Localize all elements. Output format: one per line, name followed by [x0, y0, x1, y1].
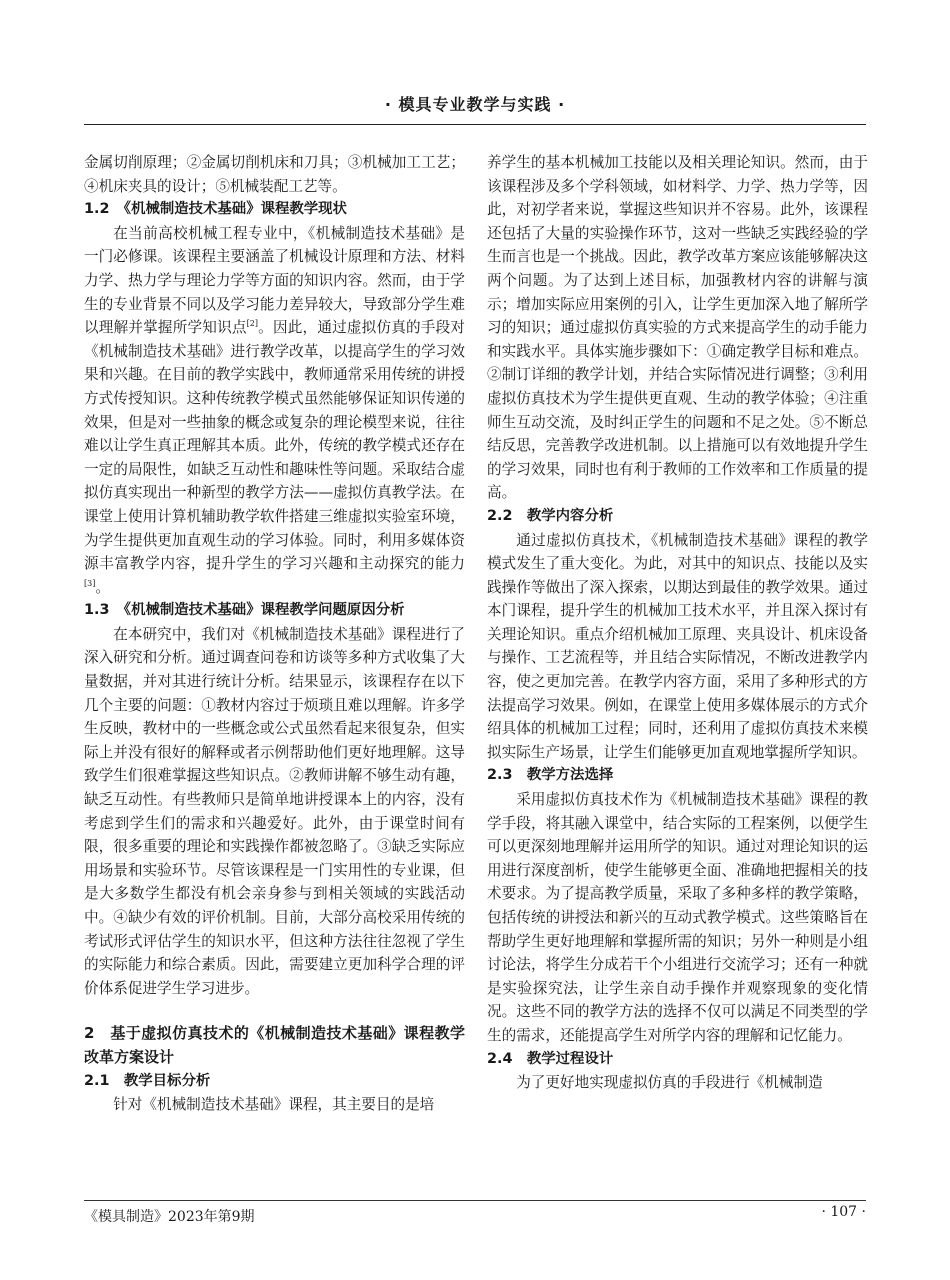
section-heading-2-4: 2.4 教学过程设计 [487, 1050, 614, 1067]
header-rule [84, 124, 866, 125]
paragraph: 采用虚拟仿真技术作为《机械制造技术基础》课程的教学手段，将其融入课堂中，结合实际的工程案例，以便学生可以更深刻地理解并运用所学的知识。通过对理论知识的运用进行深度剖析，使学生能够更全面、准确地把握相关的技术要求。为了提高教学质量，采取了多种多样的教学策略，包括传统的讲授法和新兴的互动式教学模式。这些策略旨在帮助学生更好地理解和掌握所需的知识；另外一种则是小组讨论法，将学生分成若干个小组进行交流学习；还有一种就是实验探究法，让学生亲自动手操作并观察现象的变化情况。这些不同的教学方法的选择不仅可以满足不同类型的学生的需求，还能提高学生对所学内容的理解和记忆能力。 [487, 791, 868, 1044]
paragraph: 通过虚拟仿真技术，《机械制造技术基础》课程的教学模式发生了重大变化。为此，对其中的知识点、技能以及实践操作等做出了深入探索，以期达到最佳的教学效果。通过本门课程，提升学生的机械加工技术水平，并且深入探讨有关理论知识。重点介绍机械加工原理、夹具设计、机床设备与操作、工艺流程等，并且结合实际情况，不断改进教学内容，使之更加完善。在教学内容方面，采用了多种形式的方法提高学习效果。例如，在课堂上使用多媒体展示的方式介绍具体的机械加工过程；同时，还利用了虚拟仿真技术来模拟实际生产场景，让学生们能够更加直观地掌握所学知识。 [487, 531, 868, 761]
running-header: · 模具专业教学与实践 · [384, 95, 566, 114]
footer-journal: 《模具制造》2023年第9期 [84, 1209, 255, 1225]
section-heading-2-2: 2.2 教学内容分析 [487, 507, 614, 524]
section-heading-2-1: 2.1 教学目标分析 [84, 1072, 211, 1089]
paragraph: 养学生的基本机械加工技能以及相关理论知识。然而，由于该课程涉及多个学科领域，如材料学、力学、热力学等，因此，对初学者来说，掌握这些知识并不容易。此外，该课程还包括了大量的实验操作环节，这对一些缺乏实践经验的学生而言也是一个挑战。因此，教学改革方案应该能够解决这两个问题。为了达到上述目标，加强教材内容的讲解与演示；增加实际应用案例的引入，让学生更加深入地了解所学习的知识；通过虚拟仿真实验的方式来提高学生的动手能力和实践水平。具体实施步骤如下：①确定教学目标和难点。②制订详细的教学计划，并结合实际情况进行调整；③利用虚拟仿真技术为学生提供更直观、生动的教学体验；④注重师生互动交流，及时纠正学生的问题和不足之处。⑤不断总结反思，完善教学改进机制。以上措施可以有效地提升学生的学习效果，同时也有利于教师的工作效率和工作质量的提高。 [487, 154, 868, 502]
paragraph: 金属切削原理；②金属切削机床和刀具；③机械加工工艺；④机床夹具的设计；⑤机械装配工艺等。 [84, 154, 465, 195]
paragraph [84, 222, 465, 600]
section-heading-1-3: 1.3 《机械制造技术基础》课程教学问题原因分析 [84, 602, 405, 619]
section-heading-1-2: 1.2 《机械制造技术基础》课程教学现状 [84, 201, 347, 218]
footer-rule [84, 1200, 866, 1201]
paragraph-text: 在当前高校机械工程专业中，《机械制造技术基础》是一门必修课。该课程主要涵盖了机械设计原理和方法、材料力学、热力学与理论力学等方面的知识内容。然而，由于学生的专业背景不同以及学习能力差异较大，导致部分学生难以理解并掌握所学知识点 [84, 224, 465, 337]
paragraph-text: 。 [95, 578, 110, 596]
section-heading-2: 2 基于虚拟仿真技术的《机械制造技术基础》课程教学改革方案设计 [84, 1024, 465, 1066]
section-heading-2-3: 2.3 教学方法选择 [487, 767, 614, 784]
paragraph: 针对《机械制造技术基础》课程，其主要目的是培 [113, 1096, 435, 1114]
left-column [84, 151, 465, 1117]
paragraph: 为了更好地实现虚拟仿真的手段进行《机械制造 [516, 1074, 823, 1092]
paragraph: 在本研究中，我们对《机械制造技术基础》课程进行了深入研究和分析。通过调查问卷和访谈等多种方式收集了大量数据，并对其进行统计分析。结果显示，该课程存在以下几个主要的问题：①教材内容过于烦琐且难以理解。许多学生反映，教材中的一些概念或公式虽然看起来很复杂，但实际上并没有很好的解释或者示例帮助他们更好地理解。这导致学生们很难掌握这些知识点。②教师讲解不够生动有趣，缺乏互动性。有些教师只是简单地讲授课本上的内容，没有考虑到学生们的需求和兴趣爱好。此外，由于课堂时间有限，很多重要的理论和实践操作都被忽略了。③缺乏实际应用场景和实验环节。尽管该课程是一门实用性的专业课，但是大多数学生都没有机会亲身参与到相关领域的实践活动中。④缺少有效的评价机制。目前，大部分高校采用传统的考试形式评估学生的知识水平，但这种方法往往忽视了学生的实际能力和综合素质。因此，需要建立更加科学合理的评价体系促进学生学习进步。 [84, 625, 465, 997]
citation-marker: [3] [84, 578, 96, 588]
right-column [487, 151, 868, 1095]
paragraph-text: 。因此，通过虚拟仿真的手段对《机械制造技术基础》进行教学改革，以提高学生的学习效果和兴趣。在目前的教学实践中，教师通常采用传统的讲授方式传授知识。这种传统教学模式虽然能够保证知识传递的效果，但是对一些抽象的概念或复杂的理论模型来说，往往难以让学生真正理解其本质。此外，传统的教学模式还存在一定的局限性，如缺乏互动性和趣味性等问题。采取结合虚拟仿真实现出一种新型的教学方法——虚拟仿真教学法。在课堂上使用计算机辅助教学软件搭建三维虚拟实验室环境，为学生提供更加直观生动的学习体验。同时，利用多媒体资源丰富教学内容，提升学生的学习兴趣和主动探究的能力 [84, 319, 465, 573]
page-number: · 107 · [821, 1204, 866, 1220]
citation-marker: [2] [246, 319, 258, 329]
